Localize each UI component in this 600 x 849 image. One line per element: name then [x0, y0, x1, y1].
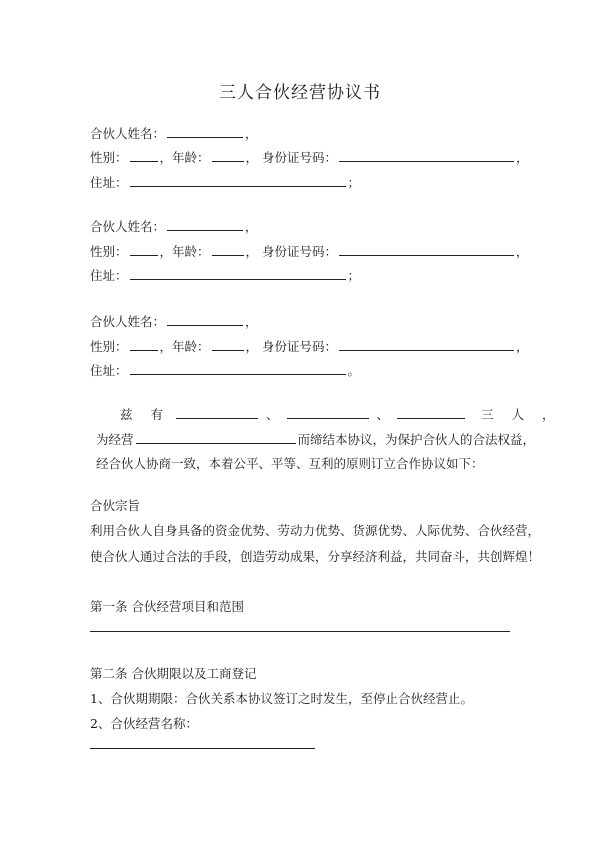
partner-3-info-line: [90, 336, 529, 356]
gender-blank[interactable]: [130, 336, 158, 351]
purpose-label: 为经营: [96, 432, 134, 447]
partner-1-address-line: [90, 172, 360, 192]
separator: 、: [376, 407, 390, 422]
gender-label: 性别：: [90, 150, 128, 165]
separator: 。: [347, 363, 361, 378]
name-label: 合伙人姓名：: [90, 126, 166, 141]
document-title: 三人合伙经营协议书: [219, 83, 381, 103]
separator: ，: [516, 150, 529, 165]
age-blank[interactable]: [212, 336, 244, 351]
age-blank[interactable]: [212, 147, 244, 162]
article-1-heading: 第一条 合伙经营项目和范围: [90, 599, 244, 614]
purpose-text-2: 使合伙人通过合法的手段，创造劳动成果，分享经济利益，共同奋斗，共创辉煌！: [90, 549, 541, 564]
separator: ，: [245, 314, 258, 329]
id-blank[interactable]: [339, 241, 514, 256]
id-label: ， 身份证号码：: [245, 339, 338, 354]
article-1-blank-line[interactable]: [90, 631, 510, 632]
business-name-blank-line[interactable]: [90, 748, 315, 749]
separator: 、: [265, 407, 279, 422]
three-people-text: 三 人 ，: [481, 407, 562, 422]
separator: ；: [347, 175, 361, 190]
partner-1-info-line: [90, 147, 529, 167]
partner-a-blank[interactable]: [176, 404, 258, 419]
purpose-tail: 而缔结本协议，为保护合伙人的合法权益，: [297, 432, 536, 447]
gender-label: 性别：: [90, 339, 128, 354]
name-blank[interactable]: [167, 123, 243, 138]
id-label: ， 身份证号码：: [245, 150, 338, 165]
name-label: 合伙人姓名：: [90, 314, 166, 329]
purpose-blank[interactable]: [136, 429, 296, 444]
purpose-text-1: 利用合伙人自身具备的资金优势、劳动力优势、货源优势、人际优势、合伙经营，: [90, 523, 541, 538]
gender-blank[interactable]: [130, 241, 158, 256]
address-blank[interactable]: [130, 265, 346, 280]
preamble-line-3: 经合伙人协商一致，本着公平、平等、互利的原则订立合作协议如下：: [96, 456, 484, 471]
address-blank[interactable]: [130, 172, 346, 187]
name-blank[interactable]: [167, 311, 243, 326]
address-label: 住址：: [90, 268, 128, 283]
name-blank[interactable]: [167, 216, 243, 231]
id-label: ， 身份证号码：: [245, 244, 338, 259]
address-label: 住址：: [90, 363, 128, 378]
purpose-heading: 合伙宗旨: [90, 498, 141, 513]
name-label: 合伙人姓名：: [90, 219, 166, 234]
partner-3-address-line: [90, 360, 360, 380]
partner-1-name-line: [90, 123, 258, 143]
address-blank[interactable]: [130, 360, 346, 375]
separator: ，: [516, 244, 529, 259]
article-2-heading: 第二条 合伙期限以及工商登记: [90, 666, 257, 681]
partner-2-name-line: [90, 216, 258, 236]
partner-2-address-line: [90, 265, 360, 285]
separator: ，: [516, 339, 529, 354]
preamble-line-2: [96, 429, 535, 449]
age-label: ，年龄：: [159, 150, 210, 165]
preamble-lead: 兹 有: [120, 407, 170, 422]
gender-label: 性别：: [90, 244, 128, 259]
gender-blank[interactable]: [130, 147, 158, 162]
id-blank[interactable]: [339, 336, 514, 351]
article-2-item-2: 2、合伙经营名称：: [90, 716, 198, 731]
id-blank[interactable]: [339, 147, 514, 162]
article-2-item-1: 1、合伙期期限：合伙关系本协议签订之时发生，至停止合伙经营止。: [90, 691, 473, 706]
partner-3-name-line: [90, 311, 258, 331]
preamble-line-1: [120, 404, 561, 424]
address-label: 住址：: [90, 175, 128, 190]
partner-c-blank[interactable]: [397, 404, 465, 419]
age-label: ，年龄：: [159, 339, 210, 354]
separator: ；: [347, 268, 361, 283]
age-blank[interactable]: [212, 241, 244, 256]
partner-2-info-line: [90, 241, 529, 261]
age-label: ，年龄：: [159, 244, 210, 259]
separator: ，: [245, 126, 258, 141]
separator: ，: [245, 219, 258, 234]
partner-b-blank[interactable]: [287, 404, 369, 419]
